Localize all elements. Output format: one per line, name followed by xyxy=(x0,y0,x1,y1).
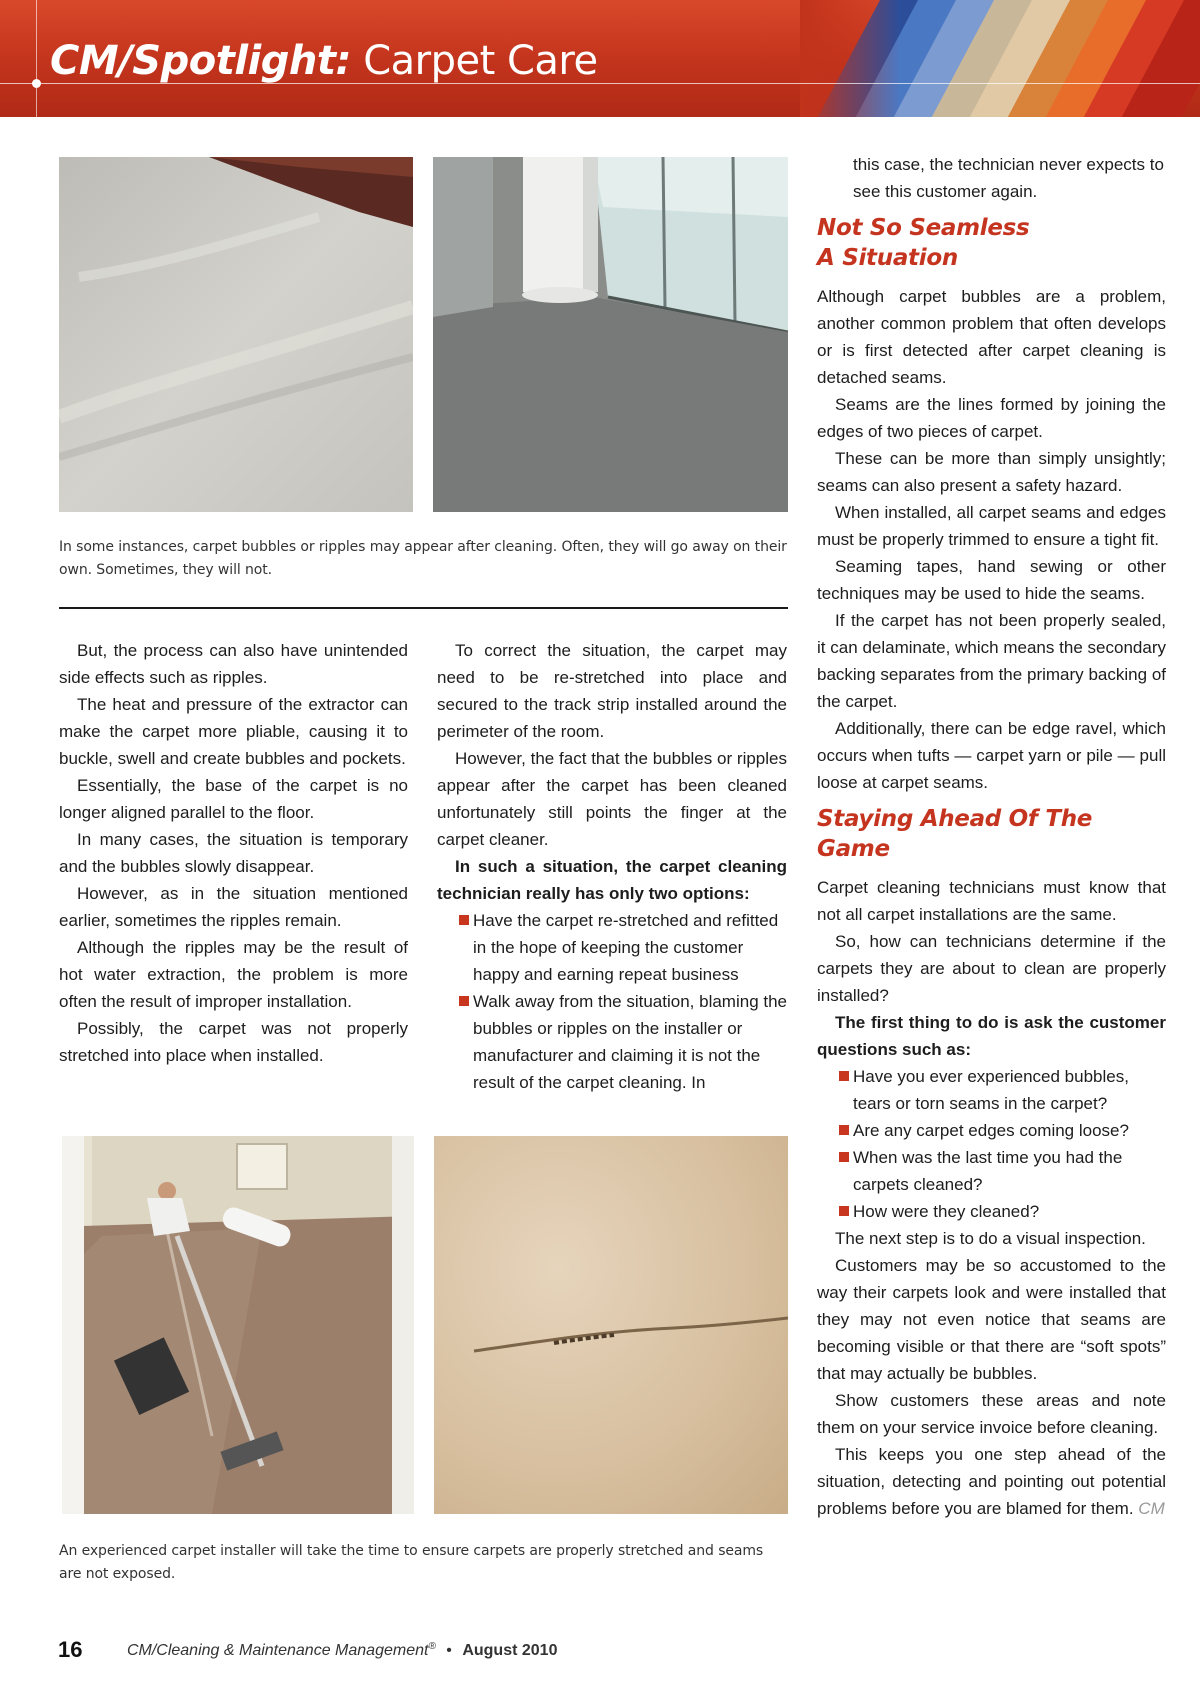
col1-paragraph: In many cases, the situation is temporary and the bubbles slowly disappear. xyxy=(59,830,408,876)
section-heading-seamless: Not So Seamless A Situation xyxy=(817,215,1030,271)
question-list-item xyxy=(817,1117,1166,1144)
bullet-square-icon xyxy=(839,1152,849,1162)
col3-paragraph: Although carpet bubbles are a problem, another common problem that often develops or is first detected after carpet cleaning is detached seams. xyxy=(817,287,1166,387)
col3-paragraph: When installed, all carpet seams and edges must be properly trimmed to ensure a tight fit. xyxy=(817,503,1166,549)
col2-paragraph: However, the fact that the bubbles or ripples appear after the carpet has been cleaned unfortunately still points the finger at the carpet cleaner. xyxy=(437,749,787,849)
col3-final-text: This keeps you one step ahead of the situation, detecting and pointing out potential problems before you are blamed for them. xyxy=(817,1445,1166,1518)
bullet-square-icon xyxy=(459,996,469,1006)
title-light: Carpet Care xyxy=(363,38,598,84)
question-list-item xyxy=(817,1144,1166,1198)
col2-paragraph: To correct the situation, the carpet may need to be re-stretched into place and secured to the track strip installed around the perimeter of the room. xyxy=(437,641,787,741)
text-column-2 xyxy=(437,637,787,1096)
photo-carpet-ripples xyxy=(59,157,413,512)
question-list-item-text: Have you ever experienced bubbles, tears or torn seams in the carpet? xyxy=(853,1067,1129,1113)
footer-separator: • xyxy=(446,1642,452,1659)
bullet-square-icon xyxy=(839,1125,849,1135)
options-list-item xyxy=(437,988,787,1096)
registered-mark: ® xyxy=(428,1641,436,1652)
col3-paragraph: So, how can technicians determine if the carpets they are about to clean are properly installed? xyxy=(817,932,1166,1005)
question-list-item-text: When was the last time you had the carpets cleaned? xyxy=(853,1148,1123,1194)
col2-bold-paragraph: In such a situation, the carpet cleaning technician really has only two options: xyxy=(437,857,787,903)
photo-carpet-installer xyxy=(62,1136,414,1514)
question-list-item-text: Are any carpet edges coming loose? xyxy=(853,1121,1129,1140)
col3-continued-text: this case, the technician never expects to see this customer again. xyxy=(853,155,1164,201)
carpet-swatches-image xyxy=(800,0,1200,117)
question-list-item xyxy=(817,1198,1166,1225)
col3-paragraph: Seaming tapes, hand sewing or other techniques may be used to hide the seams. xyxy=(817,557,1166,603)
col1-paragraph: The heat and pressure of the extractor can make the carpet more pliable, causing it to buckle, swell and create bubbles and pockets. xyxy=(59,695,408,768)
photo-office-carpet xyxy=(433,157,788,512)
banner-vertical-rule xyxy=(36,0,37,117)
page-number: 16 xyxy=(58,1637,83,1662)
question-list-item xyxy=(817,1063,1166,1117)
col1-paragraph: However, as in the situation mentioned earlier, sometimes the ripples remain. xyxy=(59,884,408,930)
col3-paragraph: Seams are the lines formed by joining the edges of two pieces of carpet. xyxy=(817,395,1166,441)
col1-paragraph: Essentially, the base of the carpet is no longer aligned parallel to the floor. xyxy=(59,776,408,822)
col3-paragraph: These can be more than simply unsightly; seams can also present a safety hazard. xyxy=(817,449,1166,495)
col1-paragraph: Possibly, the carpet was not properly stretched into place when installed. xyxy=(59,1019,408,1065)
page-footer xyxy=(58,1637,557,1663)
end-mark: CM xyxy=(1138,1499,1165,1518)
col3-paragraph: If the carpet has not been properly sealed, it can delaminate, which means the secondary backing separates from the primary backing of the carpet. xyxy=(817,611,1166,711)
issue-date: August 2010 xyxy=(462,1642,558,1659)
section-divider xyxy=(59,607,788,609)
col3-paragraph: Show customers these areas and note them on your service invoice before cleaning. xyxy=(817,1391,1166,1437)
magazine-name: CM/Cleaning & Maintenance Management xyxy=(126,1642,429,1659)
page-title xyxy=(50,38,598,84)
options-list-item-text: Have the carpet re-stretched and refitted in the hope of keeping the customer happy and earning repeat business xyxy=(473,911,779,984)
col3-paragraph: Customers may be so accustomed to the way their carpets look and were installed that they may not even notice that seams are becoming visible or that there are “soft spots” that may actually be bubbles. xyxy=(817,1256,1166,1383)
top-photo-caption: In some instances, carpet bubbles or ripples may appear after cleaning. Often, they will go away on their own. Sometimes, they will not. xyxy=(59,539,787,578)
bullet-square-icon xyxy=(839,1071,849,1081)
section-heading-staying-ahead: Staying Ahead Of The Game xyxy=(817,806,1093,862)
col3-paragraph xyxy=(817,1441,1166,1522)
title-bold: CM/Spotlight: xyxy=(50,38,351,84)
banner-dot xyxy=(32,79,41,88)
text-column-1 xyxy=(59,637,408,1069)
options-list xyxy=(437,907,787,1096)
col3-paragraph: Carpet cleaning technicians must know that not all carpet installations are the same. xyxy=(817,878,1166,924)
col1-paragraph: Although the ripples may be the result of hot water extraction, the problem is more often the result of improper installation. xyxy=(59,938,408,1011)
col3-paragraph: Additionally, there can be edge ravel, which occurs when tufts — carpet yarn or pile — pull loose at carpet seams. xyxy=(817,719,1166,792)
question-list-item-text: How were they cleaned? xyxy=(853,1202,1040,1221)
col1-paragraph: But, the process can also have unintended side effects such as ripples. xyxy=(59,641,408,687)
photo-carpet-seam xyxy=(434,1136,788,1514)
bullet-square-icon xyxy=(459,915,469,925)
col3-paragraph: The next step is to do a visual inspection. xyxy=(835,1229,1146,1248)
col3-bold-paragraph: The first thing to do is ask the customer questions such as: xyxy=(817,1013,1166,1059)
header-banner xyxy=(0,0,1200,117)
options-list-item xyxy=(437,907,787,988)
bottom-photo-caption: An experienced carpet installer will take the time to ensure carpets are properly stretched and seams are not exposed. xyxy=(59,1543,764,1582)
bullet-square-icon xyxy=(839,1206,849,1216)
options-list-item-text: Walk away from the situation, blaming the bubbles or ripples on the installer or manufacturer and claiming it is not the result of the carpet cleaning. In xyxy=(473,992,788,1092)
customer-questions-list xyxy=(817,1063,1166,1225)
text-column-3 xyxy=(817,151,1166,1522)
